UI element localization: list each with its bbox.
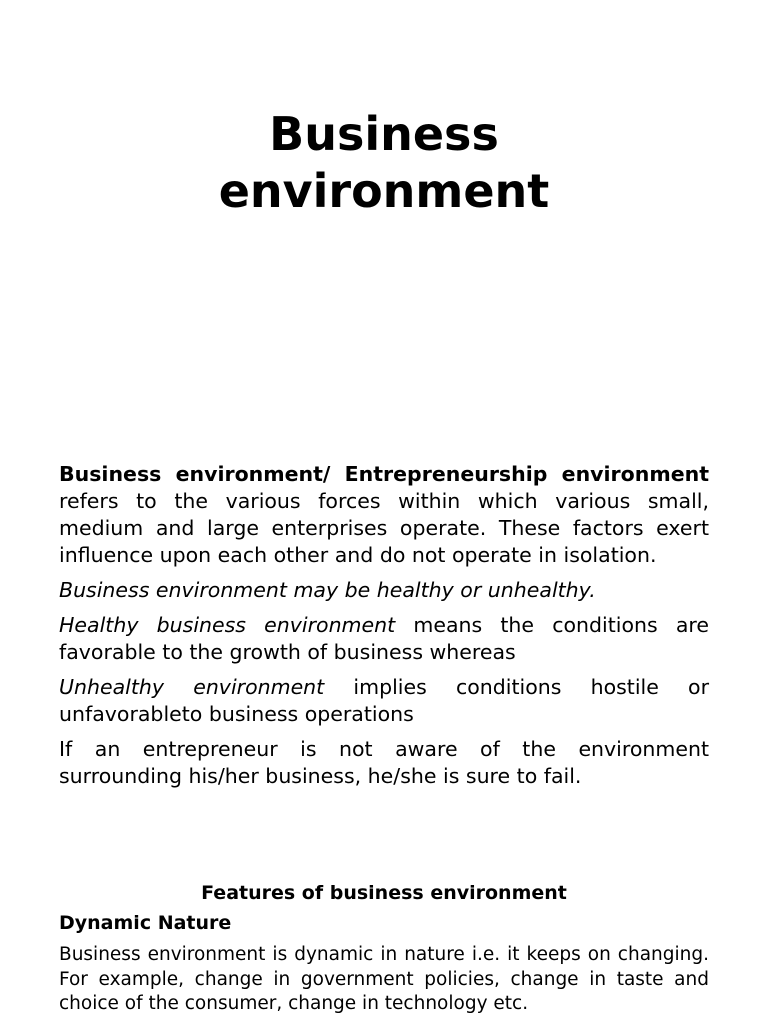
unhealthy-text: implies conditions hostile or unfavorableto business operations	[59, 675, 709, 726]
features-section	[59, 880, 709, 1017]
definition-text: refers to the various forces within which various small, medium and large enterprises operate. These factors exert influence upon each other and do not operate in isolation.	[59, 489, 709, 567]
warning-paragraph: If an entrepreneur is not aware of the environment surrounding his/her business, he/she is sure to fail.	[59, 737, 709, 788]
definition-paragraph	[59, 461, 709, 569]
definition-term: Business environment/ Entrepreneurship environment	[59, 462, 709, 486]
healthy-text: means the conditions are favorable to the growth of business whereas	[59, 613, 710, 664]
title-line-2: environment	[218, 164, 550, 218]
features-heading: Features of business environment	[201, 882, 567, 904]
title-line-1: Business	[269, 107, 499, 161]
healthy-term: Healthy business environment	[59, 613, 396, 637]
page-title	[0, 106, 768, 220]
unhealthy-paragraph	[59, 674, 709, 728]
health-statement	[59, 577, 709, 604]
body-text	[59, 461, 709, 790]
feature-text: Business environment is dynamic in nature i.e. it keeps on changing. For example, change in government policies, change in taste and choice of the consumer, change in technology etc.	[59, 944, 709, 1014]
feature-title: Dynamic Nature	[59, 912, 232, 934]
health-statement-text: Business environment may be healthy or unhealthy.	[59, 578, 596, 602]
unhealthy-term: Unhealthy environment	[59, 675, 325, 699]
healthy-paragraph	[59, 612, 709, 666]
